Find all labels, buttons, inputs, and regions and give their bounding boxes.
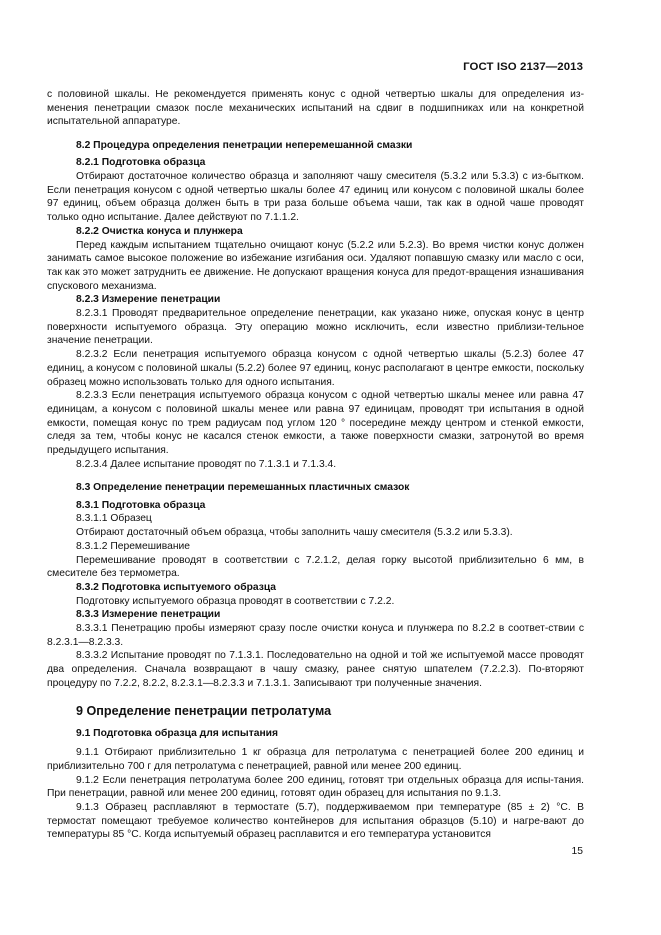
heading-8-2-1: 8.2.1 Подготовка образца [76,157,206,169]
heading-8-3-3: 8.3.3 Измерение пенетрации [76,609,221,621]
subheading-8-3-1-2: 8.3.1.2 Перемешивание [76,540,190,552]
heading-8-3-2: 8.3.2 Подготовка испытуемого образца [76,581,277,593]
paragraph-8-3-3-1: 8.3.3.1 Пенетрацию пробы измеряют сразу после очистки конуса и плунжера по 8.2.2 в соответ-ствии с 8.2.3.1—8.2.3.3. [47,623,584,648]
paragraph-8-2-1: Отбирают достаточное количество образца и заполняют чашу смесителя (5.3.2 или 5.3.3) с из-бытком. Если пенетрация конусом с одной четвертью шкалы более 47 единиц или конусом с половиной шкалы более 97 единиц, объем образца должен быть в три раза больше объема чаши, так как в одной чаше проводят только одно испытание. Далее действуют по 7.1.1.2. [47,171,584,224]
paragraph-8-2-3-4: 8.2.3.4 Далее испытание проводят по 7.1.3.1 и 7.1.3.4. [76,458,337,470]
heading-8-2-3: 8.2.3 Измерение пенетрации [76,294,221,306]
paragraph-intro: с половиной шкалы. Не рекомендуется применять конус с одной четвертью шкалы для определения из-менения пенетрации смазок после механических испытаний на сдвиг в подшипниках или на конкретной испытательной аппаратуре. [47,89,584,128]
standard-code: ГОСТ ISO 2137—2013 [463,61,583,73]
paragraph-9-1-3: 9.1.3 Образец расплавляют в термостате (5.7), поддерживаемом при температуре (85 ± 2) °С. В термостат помещают требуемое количество контейнеров для испытания образцов (5.10) и нагре-вают до температуры 85 °С. Когда испытуемый образец расплавится и его температура установится [47,802,584,841]
paragraph-8-2-3-3: 8.2.3.3 Если пенетрация испытуемого образца конусом с одной четвертью шкалы менее или равна 47 единицам, а конусом с половиной шкалы менее или равна 97 единицам, проводят три испытания в одной емкости, помещая конус по трем радиусам под углом 120 ° посередине между центром и стенкой емкости, следя за тем, чтобы конус не касался стенок емкости, а также поверхности смазки, затронутой во время предыдущего испытания. [47,390,584,457]
heading-8-3-1: 8.3.1 Подготовка образца [76,499,206,511]
paragraph-8-3-1-2: Перемешивание проводят в соответствии с 7.2.1.2, делая горку высотой приблизительно 6 мм, в смесителе без термометра. [47,554,584,580]
heading-8-2-2: 8.2.2 Очистка конуса и плунжера [76,225,243,237]
paragraph-9-1-2: 9.1.2 Если пенетрация петролатума более 200 единиц, готовят три отдельных образца для испы-тания. При пенетрации, равной или менее 200 единиц, готовят один образец для испытания по 9.1.3. [47,774,584,800]
paragraph-9-1-1: 9.1.1 Отбирают приблизительно 1 кг образца для петролатума с пенетрацией более 200 единиц и приблизительно 700 г для петролатума с пенетрацией, равной или менее 200 единиц. [47,747,584,772]
paragraph-8-3-1-1: Отбирают достаточный объем образца, чтобы заполнить чашу смесителя (5.3.2 или 5.3.3). [76,527,513,539]
heading-8-2: 8.2 Процедура определения пенетрации неперемешанной смазки [76,139,413,151]
paragraph-8-2-2: Перед каждым испытанием тщательно очищают конус (5.2.2 или 5.2.3). Во время чистки конус должен занимать самое высокое положение во избежание изгибания оси. Удаляют попавшую смазку или масло с оси, так как это может затруднить ее движение. Не допускают вращения конуса для предот-вращения изнашивания спускового механизма. [47,239,584,292]
heading-section-9: 9 Определение пенетрации петролатума [76,703,332,718]
paragraph-8-2-3-1: 8.2.3.1 Проводят предварительное определение пенетрации, как указано ниже, опуская конус в центр поверхности испытуемого образца. Эту операцию можно исключить, если известно приблизи-тельное значение пенетрации. [47,308,584,347]
paragraph-8-3-2: Подготовку испытуемого образца проводят в соответствии с 7.2.2. [76,595,395,607]
page-content [47,88,584,842]
subheading-8-3-1-1: 8.3.1.1 Образец [76,513,152,525]
heading-8-3: 8.3 Определение пенетрации перемешанных пластичных смазок [76,481,410,493]
heading-9-1: 9.1 Подготовка образца для испытания [76,727,279,739]
page-number: 15 [571,846,583,857]
paragraph-8-3-3-2: 8.3.3.2 Испытание проводят по 7.1.3.1. Последовательно на одной и той же испытуемой массе проводят два определения. Сначала возвращают в чашу смазку, ранее снятую шпателем (7.2.2.3). По-вторяют процедуру по 7.2.2, 8.2.2, 8.2.3.1—8.2.3.3 и 7.1.3.1. Записывают три полученные значения. [47,650,584,689]
paragraph-8-2-3-2: 8.2.3.2 Если пенетрация испытуемого образца конусом с одной четвертью шкалы (5.2.3) более 47 единиц, а конусом с половиной шкалы (5.2.2) более 97 единиц, конус располагают в центре емкости, поскольку образец можно использовать только для одного испытания. [47,349,584,388]
